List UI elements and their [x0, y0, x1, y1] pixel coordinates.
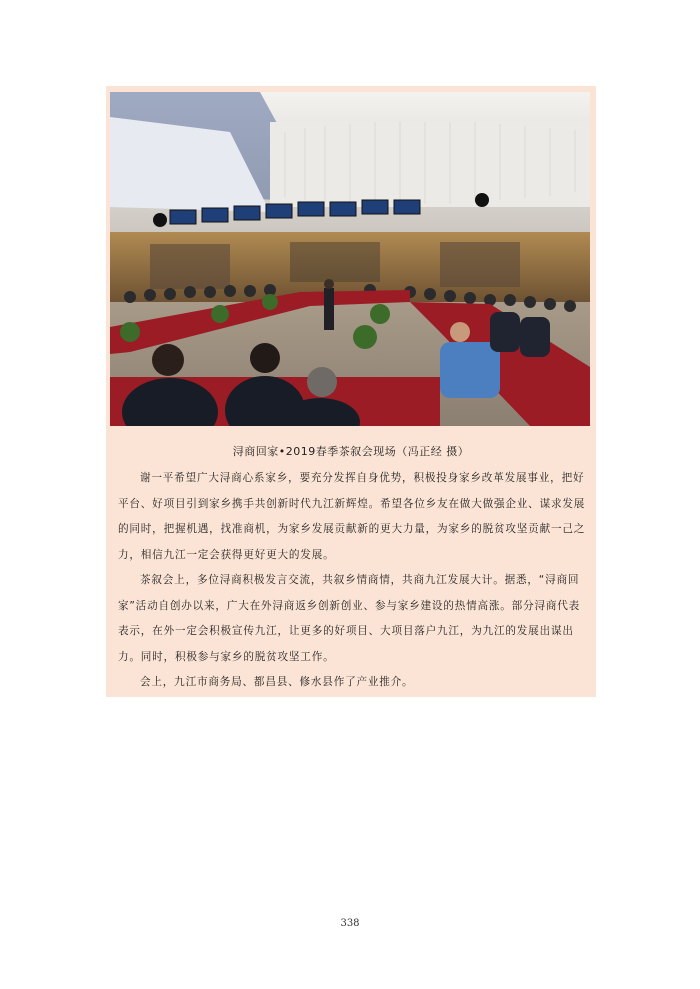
article-body: [118, 466, 588, 696]
paragraph: 会上，九江市商务局、都昌县、修水县作了产业推介。: [140, 676, 414, 688]
paragraph: 茶叙会上，多位浔商积极发言交流，共叙乡情商情，共商九江发展大计。据悉，“浔商回家”活动自创办以来，广大在外浔商返乡创新创业、参与家乡建设的热情高涨。部分浔商代表表示，在外一定会积极宣传九江，让更多的好项目、大项目落户九江，为九江的发展出谋出力。同时，积极参与家乡的脱贫攻坚工作。: [118, 574, 581, 663]
paragraph: 谢一平希望广大浔商心系家乡，要充分发挥自身优势，积极投身家乡改革发展事业，把好平台、好项目引到家乡携手共创新时代九江新辉煌。希望各位乡友在做大做强企业、谋求发展的同时，把握机遇，找准商机，为家乡发展贡献新的更大力量，为家乡的脱贫攻坚贡献一己之力，相信九江一定会获得更好更大的发展。: [118, 472, 586, 561]
conference-photo: [110, 92, 590, 426]
photo-caption: 浔商回家•2019春季茶叙会现场（冯正经 摄）: [232, 445, 470, 458]
page-number: 338: [340, 918, 360, 929]
content-panel: [106, 86, 596, 697]
